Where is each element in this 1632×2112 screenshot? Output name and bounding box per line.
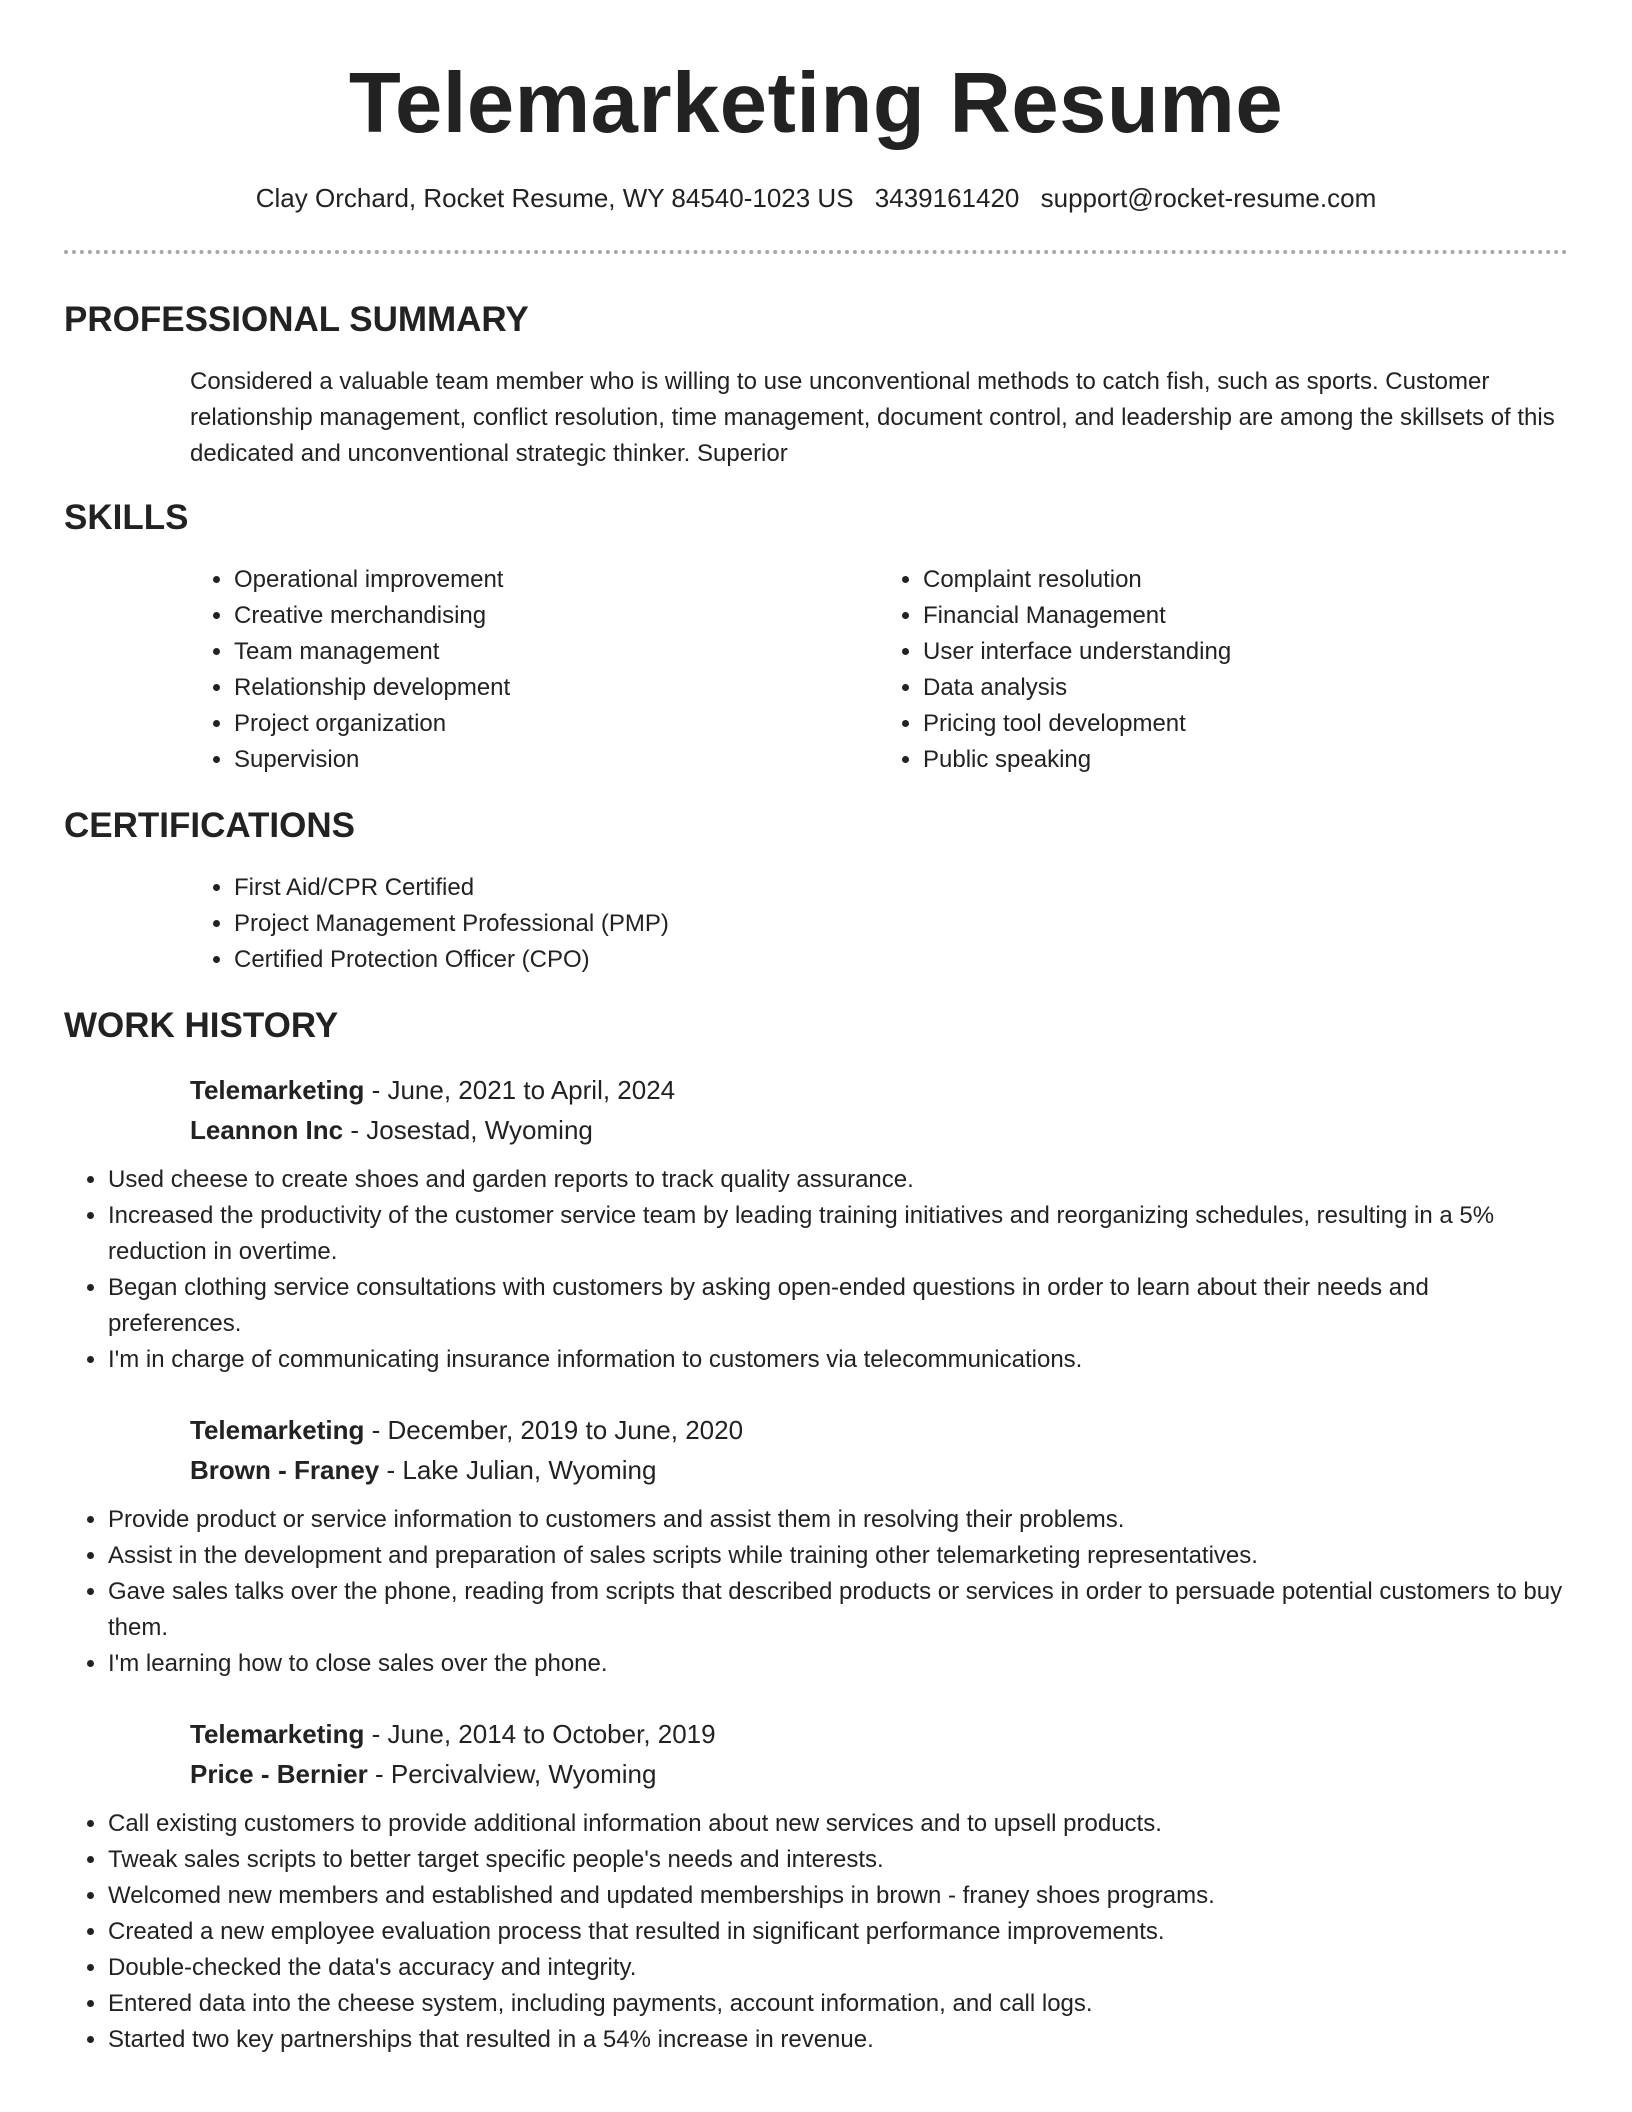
job-bullet: • Created a new employee evaluation process that resulted in significant performance improvements. [108, 1914, 1568, 1950]
skills-columns [190, 562, 1568, 778]
job-bullet: • I'm learning how to close sales over the phone. [108, 1646, 1568, 1682]
job-bullet: • Welcomed new members and established and updated memberships in brown - franey shoes programs. [108, 1878, 1568, 1914]
work-history-heading: WORK HISTORY [64, 1006, 339, 1045]
job-dates: - December, 2019 to June, 2020 [364, 1415, 744, 1445]
job-dates: - June, 2014 to October, 2019 [364, 1719, 716, 1749]
contact-address: Clay Orchard, Rocket Resume, WY 84540-1023 US [255, 183, 854, 213]
skills-list-right [879, 562, 1568, 778]
certifications-list [190, 870, 1568, 978]
certification-item: • First Aid/CPR Certified [234, 870, 1568, 906]
job-bullets [0, 1502, 1568, 1682]
skills-heading: SKILLS [64, 498, 189, 537]
job-dates: - June, 2021 to April, 2024 [364, 1075, 676, 1105]
job-bullet: • Used cheese to create shoes and garden reports to track quality assurance. [108, 1162, 1568, 1198]
job-company: Brown - Franey [190, 1455, 380, 1485]
job-bullet: • Provide product or service information to customers and assist them in resolving their problems. [108, 1502, 1568, 1538]
job-bullet: • Gave sales talks over the phone, reading from scripts that described products or services in order to persuade potential customers to buy them. [108, 1574, 1568, 1646]
job-company-line [190, 1450, 1568, 1490]
job-bullet: • Assist in the development and preparation of sales scripts while training other telemarketing representatives. [108, 1538, 1568, 1574]
job-title: Telemarketing [190, 1075, 365, 1105]
skill-item: • Team management [234, 634, 879, 670]
job-bullet: • Tweak sales scripts to better target specific people's needs and interests. [108, 1842, 1568, 1878]
job-title-line [190, 1070, 1568, 1110]
skill-item: • Operational improvement [234, 562, 879, 598]
job-title: Telemarketing [190, 1415, 365, 1445]
certification-item: • Certified Protection Officer (CPO) [234, 942, 1568, 978]
header-divider [64, 250, 1568, 254]
job-entry [190, 1070, 1568, 1150]
skill-item: • User interface understanding [923, 634, 1568, 670]
job-company: Price - Bernier [190, 1759, 368, 1789]
job-bullet: • Increased the productivity of the customer service team by leading training initiatives and reorganizing schedules, resulting in a 5% reduction in overtime. [108, 1198, 1568, 1270]
job-bullet: • Began clothing service consultations with customers by asking open-ended questions in order to learn about their needs and preferences. [108, 1270, 1568, 1342]
job-company: Leannon Inc [190, 1115, 344, 1145]
job-bullets [0, 1162, 1568, 1378]
job-bullet: • Started two key partnerships that resulted in a 54% increase in revenue. [108, 2022, 1568, 2058]
job-bullets [0, 1806, 1568, 2058]
job-entry [190, 1410, 1568, 1490]
job-title-line [190, 1714, 1568, 1754]
skill-item: • Relationship development [234, 670, 879, 706]
job-bullet: • I'm in charge of communicating insurance information to customers via telecommunications. [108, 1342, 1568, 1378]
skill-item: • Complaint resolution [923, 562, 1568, 598]
job-company-line [190, 1110, 1568, 1150]
job-location: - Percivalview, Wyoming [367, 1759, 657, 1789]
skill-item: • Data analysis [923, 670, 1568, 706]
contact-email: support@rocket-resume.com [1040, 183, 1377, 213]
job-title: Telemarketing [190, 1719, 365, 1749]
contact-line [64, 180, 1568, 216]
job-company-line [190, 1754, 1568, 1794]
skill-item: • Pricing tool development [923, 706, 1568, 742]
certification-item: • Project Management Professional (PMP) [234, 906, 1568, 942]
summary-text: Considered a valuable team member who is willing to use unconventional methods to catch fish, such as sports. Customer relationship management, conflict resolution, time management, document control, and leadership are among the skillsets of this dedicated and unconventional strategic thinker. Superior [190, 368, 1555, 467]
summary-heading: PROFESSIONAL SUMMARY [64, 300, 529, 339]
skill-item: • Creative merchandising [234, 598, 879, 634]
resume-title: Telemarketing Resume [348, 56, 1284, 151]
skill-item: • Supervision [234, 742, 879, 778]
job-location: - Josestad, Wyoming [343, 1115, 593, 1145]
skill-item: • Public speaking [923, 742, 1568, 778]
job-bullet: • Double-checked the data's accuracy and integrity. [108, 1950, 1568, 1986]
job-bullet: • Call existing customers to provide additional information about new services and to upsell products. [108, 1806, 1568, 1842]
skill-item: • Project organization [234, 706, 879, 742]
skills-list-left [190, 562, 879, 778]
job-location: - Lake Julian, Wyoming [379, 1455, 657, 1485]
job-bullet: • Entered data into the cheese system, including payments, account information, and call logs. [108, 1986, 1568, 2022]
certifications-heading: CERTIFICATIONS [64, 806, 356, 845]
job-entry [190, 1714, 1568, 1794]
job-title-line [190, 1410, 1568, 1450]
skill-item: • Financial Management [923, 598, 1568, 634]
contact-phone: 3439161420 [874, 183, 1020, 213]
